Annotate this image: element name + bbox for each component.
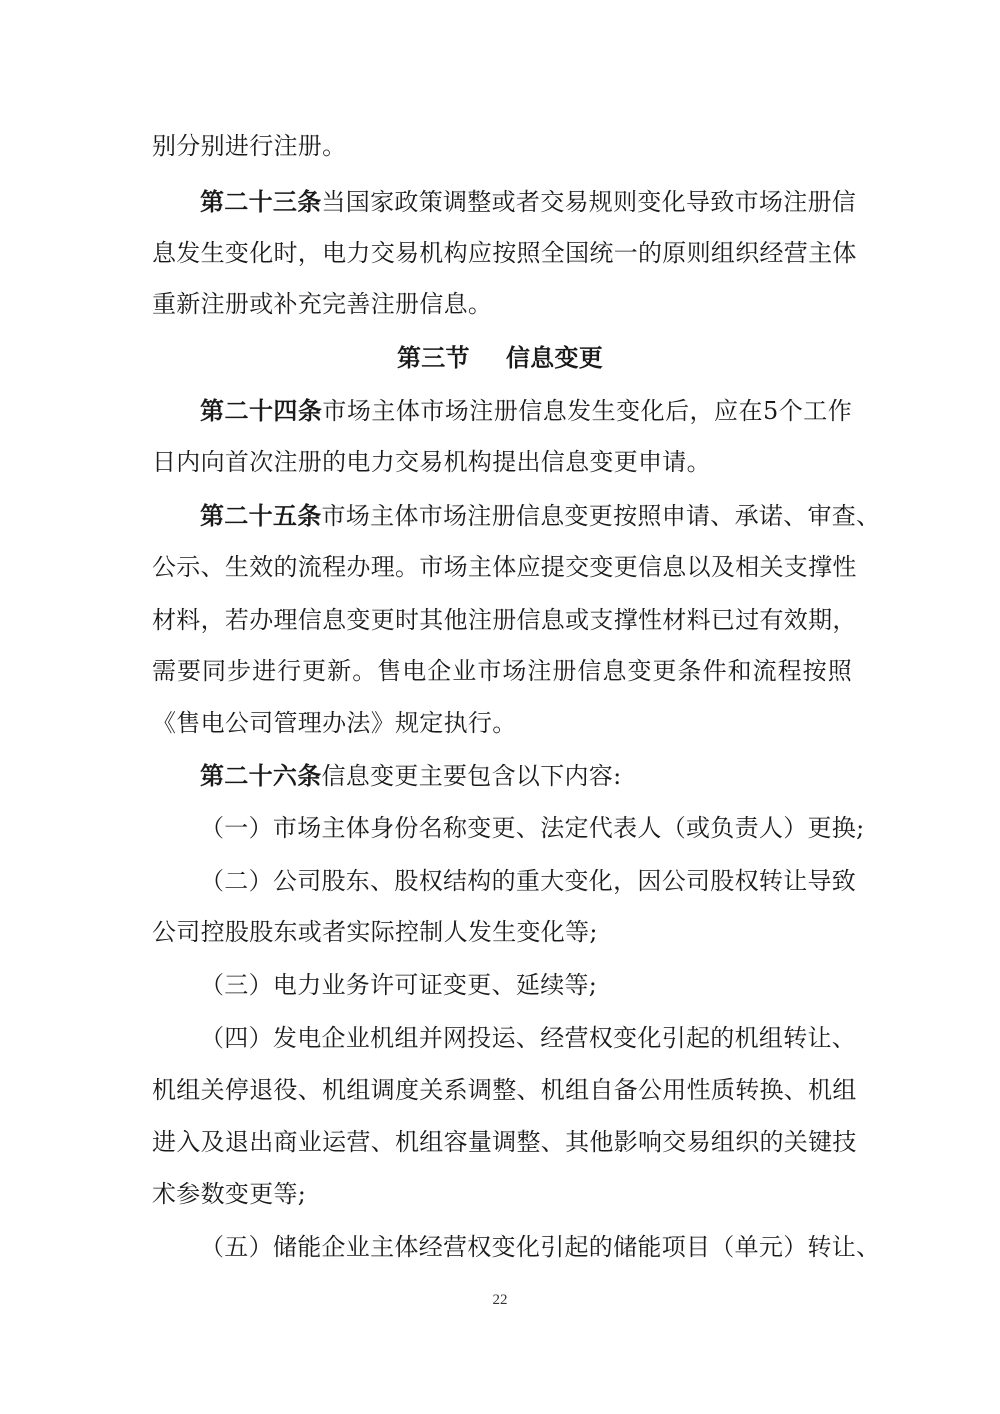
- paragraph-continuation: 别分别进行注册。: [152, 132, 347, 160]
- list-item-4-line-2: 机组关停退役、机组调度关系调整、机组自备公用性质转换、机组: [152, 1076, 857, 1104]
- article-26-heading: 第二十六条: [200, 761, 322, 790]
- list-item-4-line-3: 进入及退出商业运营、机组容量调整、其他影响交易组织的关键技: [152, 1128, 857, 1156]
- article-23-text-1: 当国家政策调整或者交易规则变化导致市场注册信: [321, 188, 857, 216]
- article-25-heading: 第二十五条: [200, 501, 322, 530]
- article-23-heading: 第二十三条: [200, 187, 322, 216]
- article-23-line-1: [200, 182, 857, 222]
- list-item-3: （三）电力业务许可证变更、延续等;: [200, 971, 598, 999]
- article-24-text-1: 市场主体市场注册信息发生变化后，应在5个工作: [322, 397, 852, 425]
- list-item-2-line-2: 公司控股股东或者实际控制人发生变化等;: [152, 918, 598, 946]
- section-number: 第三节: [396, 343, 470, 372]
- article-23-line-2: 息发生变化时，电力交易机构应按照全国统一的原则组织经营主体: [152, 239, 857, 267]
- list-item-5-line-1: （五）储能企业主体经营权变化引起的储能项目（单元）转让、: [200, 1233, 881, 1261]
- list-item-4-line-4: 术参数变更等;: [152, 1180, 307, 1208]
- article-25-line-2: 公示、生效的流程办理。市场主体应提交变更信息以及相关支撑性: [152, 553, 857, 581]
- article-23-line-3: 重新注册或补充完善注册信息。: [152, 290, 493, 318]
- article-25-line-1: [200, 496, 881, 536]
- article-26-line-1: [200, 756, 852, 796]
- list-item-2-line-1: （二）公司股东、股权结构的重大变化，因公司股权转让导致: [200, 867, 857, 895]
- article-25-line-4: 需要同步进行更新。售电企业市场注册信息变更条件和流程按照: [152, 657, 852, 685]
- list-item-1: （一）市场主体身份名称变更、法定代表人（或负责人）更换;: [200, 814, 865, 842]
- article-25-line-5: 《售电公司管理办法》规定执行。: [152, 709, 517, 737]
- article-26-text-1: 信息变更主要包含以下内容:: [321, 762, 622, 790]
- section-heading: [0, 338, 1000, 378]
- article-25-line-3: 材料，若办理信息变更时其他注册信息或支撑性材料已过有效期，: [152, 606, 857, 634]
- article-24-line-1: [200, 391, 852, 431]
- article-25-text-1: 市场主体市场注册信息变更按照申请、承诺、审查、: [321, 502, 881, 530]
- list-item-4-line-1: （四）发电企业机组并网投运、经营权变化引起的机组转让、: [200, 1024, 857, 1052]
- section-title: 信息变更: [505, 343, 604, 372]
- article-24-heading: 第二十四条: [200, 396, 323, 425]
- article-24-line-2: 日内向首次注册的电力交易机构提出信息变更申请。: [152, 448, 711, 476]
- page-number: 22: [492, 1292, 508, 1308]
